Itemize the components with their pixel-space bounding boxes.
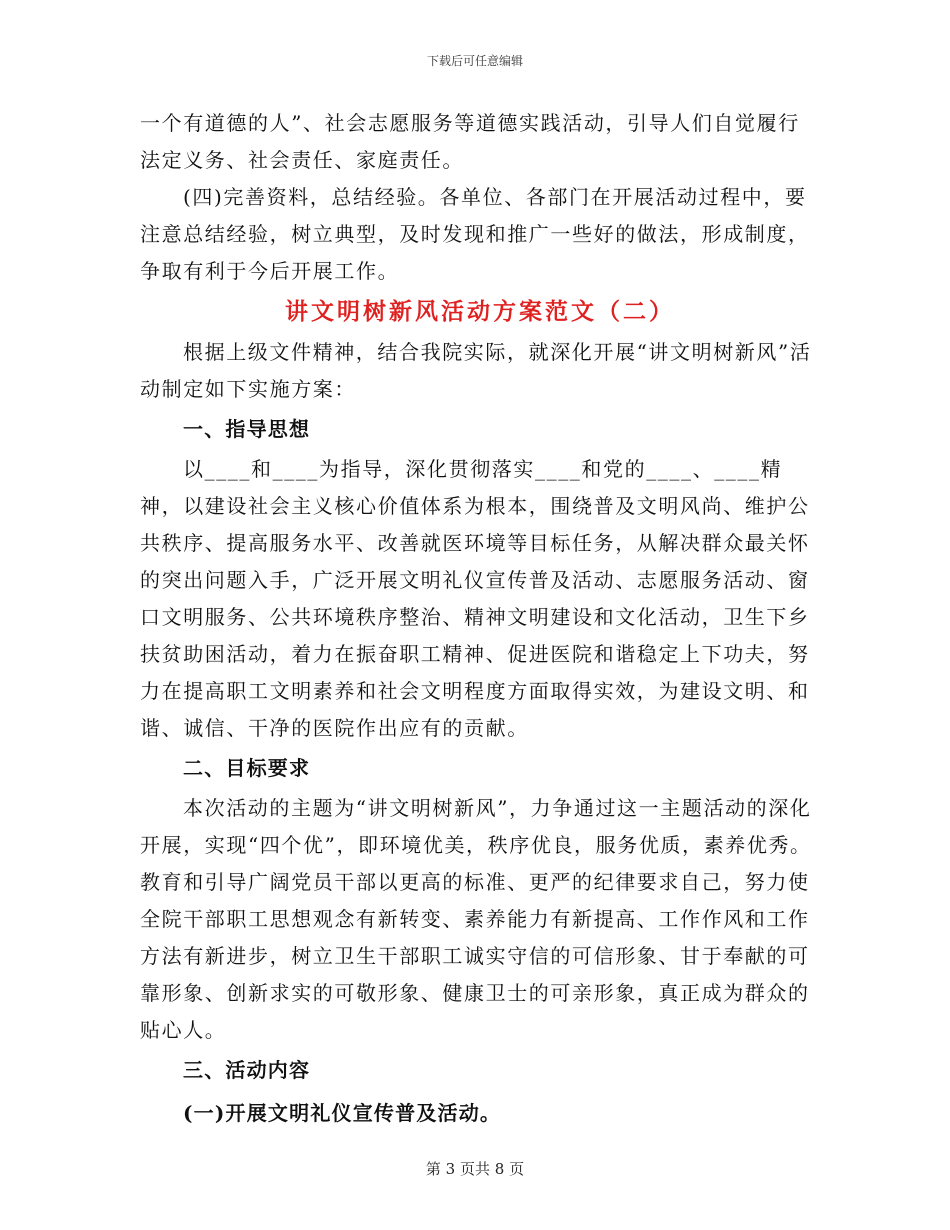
paragraph: 根据上级文件精神，结合我院实际，就深化开展“讲文明树新风”活动制定如下实施方案： (140, 340, 812, 401)
page-header: 下载后可任意编辑 (426, 54, 523, 68)
paragraph: (四)完善资料，总结经验。各单位、各部门在开展活动过程中，要注意总结经验，树立典型，及时发现和推广一些好的做法，形成制度，争取有利于今后开展工作。 (140, 185, 810, 283)
section-heading: 二、目标要求 (183, 756, 311, 780)
document-body (140, 105, 820, 1135)
paragraph: 一个有道德的人”、社会志愿服务等道德实践活动，引导人们自觉履行法定义务、社会责任、家庭责任。 (140, 111, 800, 172)
section-heading: 一、指导思想 (183, 417, 311, 441)
document-title: 讲文明树新风活动方案范文（二） (285, 298, 675, 325)
subsection-heading: (一)开展文明礼仪宣传普及活动。 (183, 1101, 502, 1125)
section-heading: 三、活动内容 (183, 1058, 311, 1082)
page-footer: 第 3 页共 8 页 (425, 1160, 525, 1178)
paragraph: 以____和____为指导，深化贯彻落实____和党的____、____精神，以建设社会主义核心价值体系为根本，围绕普及文明风尚、维护公共秩序、提高服务水平、改善就医环境等目标任务，从解决群众最关怀的突出问题入手，广泛开展文明礼仪宣传普及活动、志愿服务活动、窗口文明服务、公共环境秩序整治、精神文明建设和文化活动，卫生下乡扶贫助困活动，着力在振奋职工精神、促进医院和谐稳定上下功夫，努力在提高职工文明素养和社会文明程度方面取得实效，为建设文明、和谐、诚信、干净的医院作出应有的贡献。 (140, 457, 810, 740)
paragraph: 本次活动的主题为“讲文明树新风”，力争通过这一主题活动的深化开展，实现“四个优”，即环境优美，秩序优良，服务优质，素养优秀。教育和引导广阔党员干部以更高的标准、更严的纪律要求自己，努力使全院干部职工思想观念有新转变、素养能力有新提高、工作作风和工作方法有新进步，树立卫生干部职工诚实守信的可信形象、甘于奉献的可靠形象、创新求实的可敬形象、健康卫士的可亲形象，真正成为群众的贴心人。 (140, 796, 812, 1042)
